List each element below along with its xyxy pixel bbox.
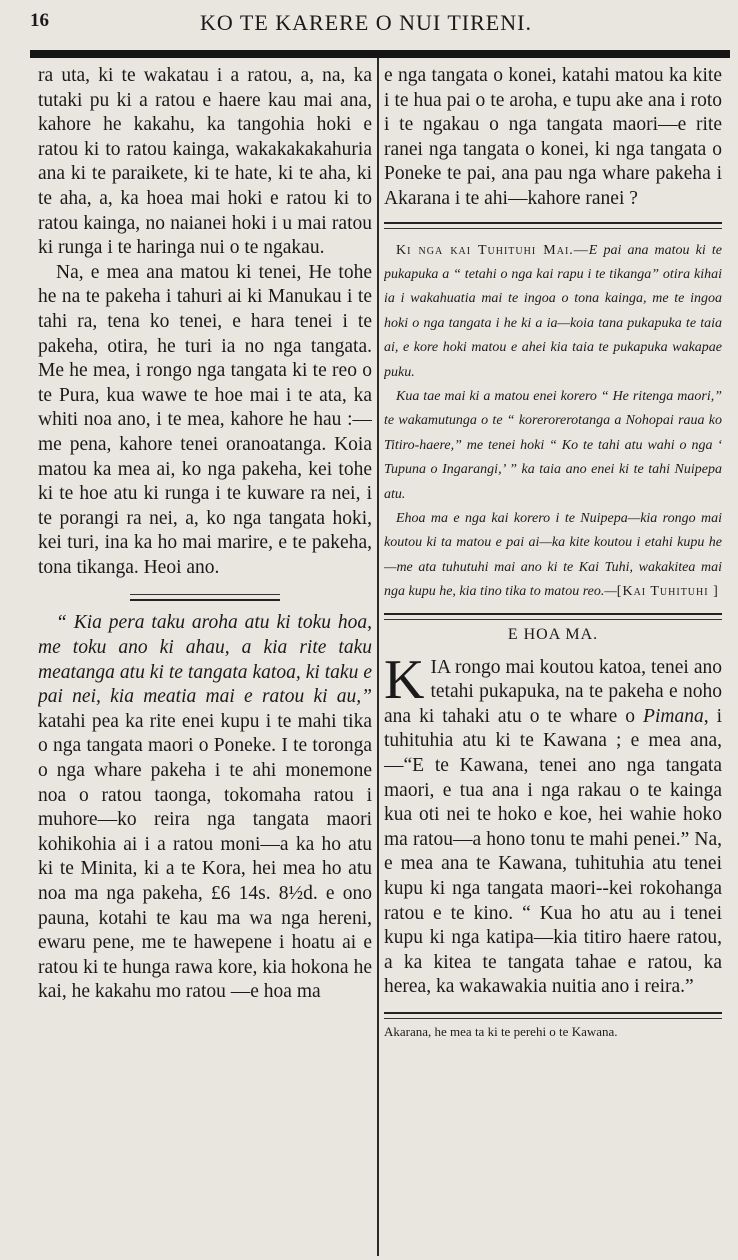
printer-imprint: Akarana, he mea ta ki te perehi o te Kawana. [384,1023,618,1039]
column-divider [377,58,379,1256]
letter-text-a: IA rongo mai koutou katoa, tenei ano tetahi pukapuka, na te pakeha e noho ana ki tahaki atu o te whare o [384,656,722,727]
footer-rule [384,1012,722,1019]
letter-name-pimana: Pimana [643,705,704,727]
correspondents-text-2: Kua tae mai ki a matou enei korero “ He ritenga maori,” te wakamutunga o te “ korerorerotanga a Nohopai raua ko Titiro-haere,” me tenei hoki “ Ko te tahi atu wahi o nga ‘ Tupuna o Ingarangi,’ ” ka taia ano enei ki te tahi Nuipepa atu. [384,389,722,502]
section-rule [384,222,722,229]
section-title: E HOA MA. [507,625,599,643]
left-paragraph-3-body: katahi pea ka rite enei kupu i te mahi tika o nga tangata maori o Poneke. I te toronga o nga whare pakeha i te ahi monemone noa o ratou taonga, tokomaha ratou i muhore—ko reira nga tangata maori kohikohia ai i a ratou moni—a ka ho atu ki te Minita, ki a te Kora, hei mea ho atu noa ma nga pakeha, £6 14s. 8½d. e ono pauna, kotahi te kau ma wa nga hereni, ewaru pene, me te hawepene i hoatu ai e ratou ki te hunga rawa kore, kia hokona he kai, he kakahu mo ratou —e hoa ma [38,710,372,1003]
right-paragraph-1: e nga tangata o konei, katahi matou ka kite i te hua pai o te aroha, e tupu ake ana i roto i te ngakau o nga tangata maori—e rite ranei nga tangata o konei, ki nga tangata o Poneke te pai, ana pau nga whare pakeha i Akarana i te ahi—kahore ranei ? [384,65,722,209]
section-rule-2 [384,613,722,620]
drop-cap: K [384,648,425,711]
page-number: 16 [30,10,49,31]
correspondents-text-1: E pai ana matou ki te pukapuka a “ tetahi o nga kai rapu i te tikanga” otira kihai ia i wakahuatia mai te ingoa o tona kainga, me te ingoa hoki o nga tangata i he ki a ia—koia tana pukapuka te taia ai, e kore hoki matou e ahei kia taia te pukapuka wakapae puku. [384,242,722,380]
correspondents-text-3-body: Ehoa ma e nga kai korero i te Nuipepa—kia rongo mai koutou ki ta matou e pai ai—ka kite koutou i etahi kupu he—me ata tuhutuhi mai ano ki te Kai Tuhi, wakakitea mai nga kupu he, kia tino tika to matou reo.— [384,511,722,600]
correspondents-notice [384,239,722,385]
correspondents-heading: Ki nga kai Tuhituhi Mai.— [396,242,589,258]
section-divider [130,594,280,601]
page-header [0,0,738,40]
correspondents-text-3 [384,507,722,605]
left-paragraph-2: Na, e mea ana matou ki tenei, He tohe he na te pakeha i tahuri ai ki Manukau i te tahi ra, tena ko tenei, e hara tenei i te pakeha, otira, he turi ia no nga tangata. Me he mea, i rongo nga tangata ki te reo o te Pura, kua wawe te hoe mai i te ata, ka whiti noa ano, i te mea, kahore he hau :—me pena, kahore tenei oranoatanga. Koia matou ka mea ai, ko nga pakeha, kei tohe ki te hoe atu ki runga i te kuware ra nei, i te porangi ra nei, a, ko nga tangata hoki, kei turi, ina ka ho mai marire, e te pakeha, tona tikanga. Heoi ano. [38,261,372,578]
right-column [384,64,722,1258]
scripture-quote: “ Kia pera taku aroha atu ki toku hoa, me toku ano ki ahau, a kia rite taku meatanga atu ki te tangata katoa, ki taku e pai nei, kia meatia mai e ratou ki au,” [38,612,372,708]
left-paragraph-3 [38,611,372,1005]
editor-signature: [Kai Tuhituhi ] [616,584,719,600]
running-title: KO TE KARERE O NUI TIRENI. [200,10,532,35]
left-paragraph-1: ra uta, ki te wakatau i a ratou, a, na, ka tutaki pu ki a ratou e haere kau mai ana, kahore he kakahu, ka tangohia hoki e ratou ki to ratou kainga, wakakakakahuria ana ki te paraikete, ki te hate, ki te aha, ki te aha, a, ka hoea mai hoki e ratou ki to ratou kainga, no naianei hoki i u mai ratou ki runga i te haringa nui o te ngakau. [38,65,372,259]
left-column [38,64,372,1258]
letter-paragraph [384,648,722,1000]
letter-text-b: , i tuhituhia atu ki te Kawana ; e mea ana,—“E te Kawana, tenei ano nga tangata maori, e tua ana i nga rakau o te kainga kua oti nei te hoko e koe, hei wahie hoko ma ratou—a hono tonu te mahi penei.” Na, e mea ana te Kawana, tuhituhia atu tenei kupu ki nga tangata maori--kei rokohanga ratou e te kino. “ Kua ho atu au i tenei kupu ki nga katipa—kia titiro haere ratou, a ka kitea te tangata tahae e ratou, ka herea, ka wakawakia nuitia ano i reira.” [384,705,722,998]
header-rule [30,50,730,58]
